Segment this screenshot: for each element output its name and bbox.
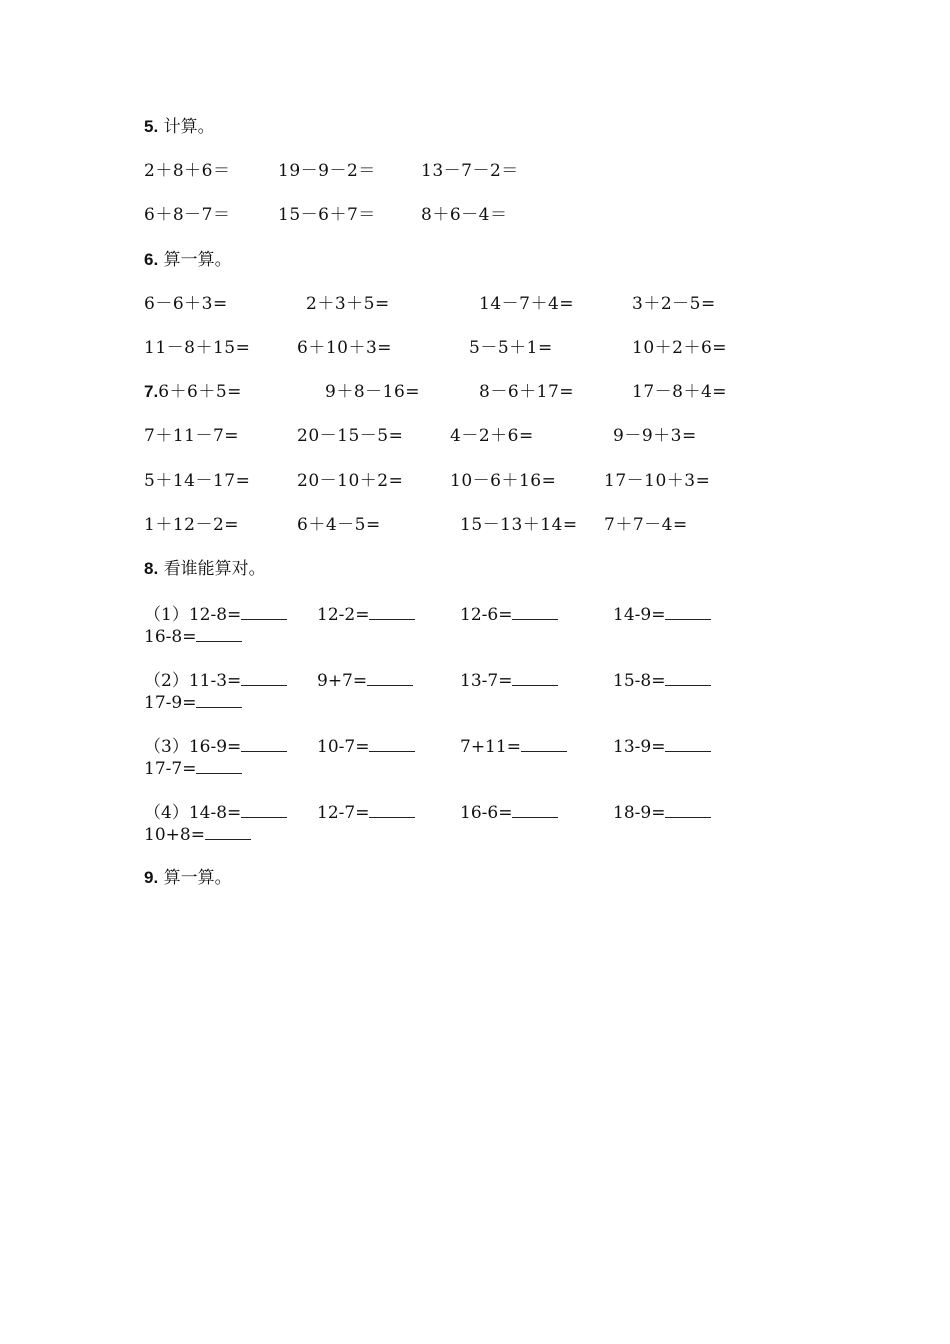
exercise: 17-9=	[144, 693, 197, 713]
section-number: 7.	[144, 382, 159, 401]
section-number: 5.	[144, 117, 159, 136]
group-1-item-5	[144, 626, 242, 647]
group-marker: （3）	[144, 737, 189, 757]
group-3-item-4	[613, 736, 711, 757]
exercise: 2＋8＋6＝	[144, 161, 231, 181]
section-title: 看谁能算对。	[163, 559, 266, 579]
exercise: 6＋6＋5=	[158, 382, 242, 402]
group-2-item-4	[613, 670, 711, 691]
exercise: 17－8＋4=	[632, 382, 728, 402]
section-title: 算一算。	[163, 250, 232, 270]
group-4-item-3	[460, 802, 558, 823]
exercise: 10＋2＋6=	[632, 338, 728, 358]
exercise: 5－5＋1=	[469, 338, 553, 358]
answer-blank[interactable]	[369, 604, 415, 620]
exercise: 15-8=	[613, 671, 666, 691]
exercise: 13－7－2＝	[421, 161, 519, 181]
exercise: 8－6＋17=	[479, 382, 575, 402]
group-3-item-1	[144, 736, 287, 757]
exercise: 4－2＋6=	[450, 426, 534, 446]
answer-blank[interactable]	[241, 604, 287, 620]
group-2-item-2	[317, 670, 413, 691]
exercise: 18-9=	[613, 803, 666, 823]
answer-blank[interactable]	[241, 670, 287, 686]
group-1-item-2	[317, 604, 415, 625]
group-marker: （4）	[144, 803, 189, 823]
group-1-item-4	[613, 604, 711, 625]
exercise: 7＋7－4=	[604, 515, 688, 535]
exercise: 16-9=	[188, 737, 242, 757]
exercise: 14-8=	[188, 803, 242, 823]
answer-blank[interactable]	[665, 670, 711, 686]
exercise: 6＋8－7＝	[144, 205, 231, 225]
exercise: 2＋3＋5=	[306, 294, 390, 314]
exercise: 12-8=	[188, 605, 242, 625]
exercise: 10－6＋16=	[450, 471, 557, 491]
answer-blank[interactable]	[512, 670, 558, 686]
group-marker: （1）	[144, 605, 189, 625]
exercise: 14-9=	[613, 605, 666, 625]
answer-blank[interactable]	[241, 736, 287, 752]
group-marker: （2）	[144, 671, 189, 691]
group-3-item-3	[460, 736, 567, 757]
answer-blank[interactable]	[369, 802, 415, 818]
section-number: 6.	[144, 250, 159, 269]
exercise: 13-7=	[460, 671, 513, 691]
exercise: 3＋2－5=	[632, 294, 716, 314]
exercise: 11-3=	[188, 671, 242, 691]
group-4-item-5	[144, 824, 251, 845]
group-3-item-2	[317, 736, 415, 757]
group-2-item-3	[460, 670, 558, 691]
answer-blank[interactable]	[521, 736, 567, 752]
answer-blank[interactable]	[512, 802, 558, 818]
exercise: 19－9－2＝	[278, 161, 376, 181]
exercise: 14－7＋4=	[479, 294, 575, 314]
exercise: 6－6＋3=	[144, 294, 228, 314]
exercise: 8＋6－4＝	[421, 205, 508, 225]
exercise: 9+7=	[317, 671, 368, 691]
group-2-item-1	[144, 670, 287, 691]
exercise: 10-7=	[317, 737, 370, 757]
answer-blank[interactable]	[665, 736, 711, 752]
group-1-item-1	[144, 604, 287, 625]
answer-blank[interactable]	[512, 604, 558, 620]
answer-blank[interactable]	[241, 802, 287, 818]
exercise: 16-8=	[144, 627, 197, 647]
answer-blank[interactable]	[665, 802, 711, 818]
group-4-item-1	[144, 802, 287, 823]
exercise: 6＋4－5=	[297, 515, 381, 535]
exercise: 9－9＋3=	[613, 426, 697, 446]
group-2-item-5	[144, 692, 242, 713]
group-4-item-4	[613, 802, 711, 823]
group-3-item-5	[144, 758, 242, 779]
answer-blank[interactable]	[196, 758, 242, 774]
exercise: 12-6=	[460, 605, 513, 625]
answer-blank[interactable]	[367, 670, 413, 686]
section-9-heading	[144, 868, 232, 888]
answer-blank[interactable]	[196, 692, 242, 708]
exercise: 16-6=	[460, 803, 513, 823]
group-4-item-2	[317, 802, 415, 823]
section-title: 计算。	[163, 117, 215, 137]
exercise: 17-7=	[144, 759, 197, 779]
section-number: 8.	[144, 559, 159, 578]
exercise: 17－10＋3=	[604, 471, 711, 491]
section-6-heading	[144, 250, 232, 270]
exercise: 13-9=	[613, 737, 666, 757]
exercise: 12-7=	[317, 803, 370, 823]
exercise: 15－6＋7＝	[278, 205, 376, 225]
answer-blank[interactable]	[665, 604, 711, 620]
section-7-row-1	[144, 382, 242, 402]
exercise: 9＋8－16=	[325, 382, 421, 402]
exercise: 12-2=	[317, 605, 370, 625]
section-title: 算一算。	[163, 868, 232, 888]
exercise: 10+8=	[144, 825, 205, 845]
exercise: 6＋10＋3=	[297, 338, 393, 358]
section-number: 9.	[144, 868, 159, 887]
section-8-heading	[144, 559, 266, 579]
group-1-item-3	[460, 604, 558, 625]
exercise: 7+11=	[460, 737, 521, 757]
exercise: 20－10＋2=	[297, 471, 404, 491]
exercise: 15－13＋14=	[460, 515, 578, 535]
exercise: 20－15－5=	[297, 426, 404, 446]
answer-blank[interactable]	[205, 824, 251, 840]
exercise: 7＋11－7=	[144, 426, 240, 446]
exercise: 5＋14－17=	[144, 471, 251, 491]
answer-blank[interactable]	[369, 736, 415, 752]
answer-blank[interactable]	[196, 626, 242, 642]
exercise: 1＋12－2=	[144, 515, 240, 535]
section-5-heading	[144, 117, 215, 137]
exercise: 11－8＋15=	[144, 338, 251, 358]
